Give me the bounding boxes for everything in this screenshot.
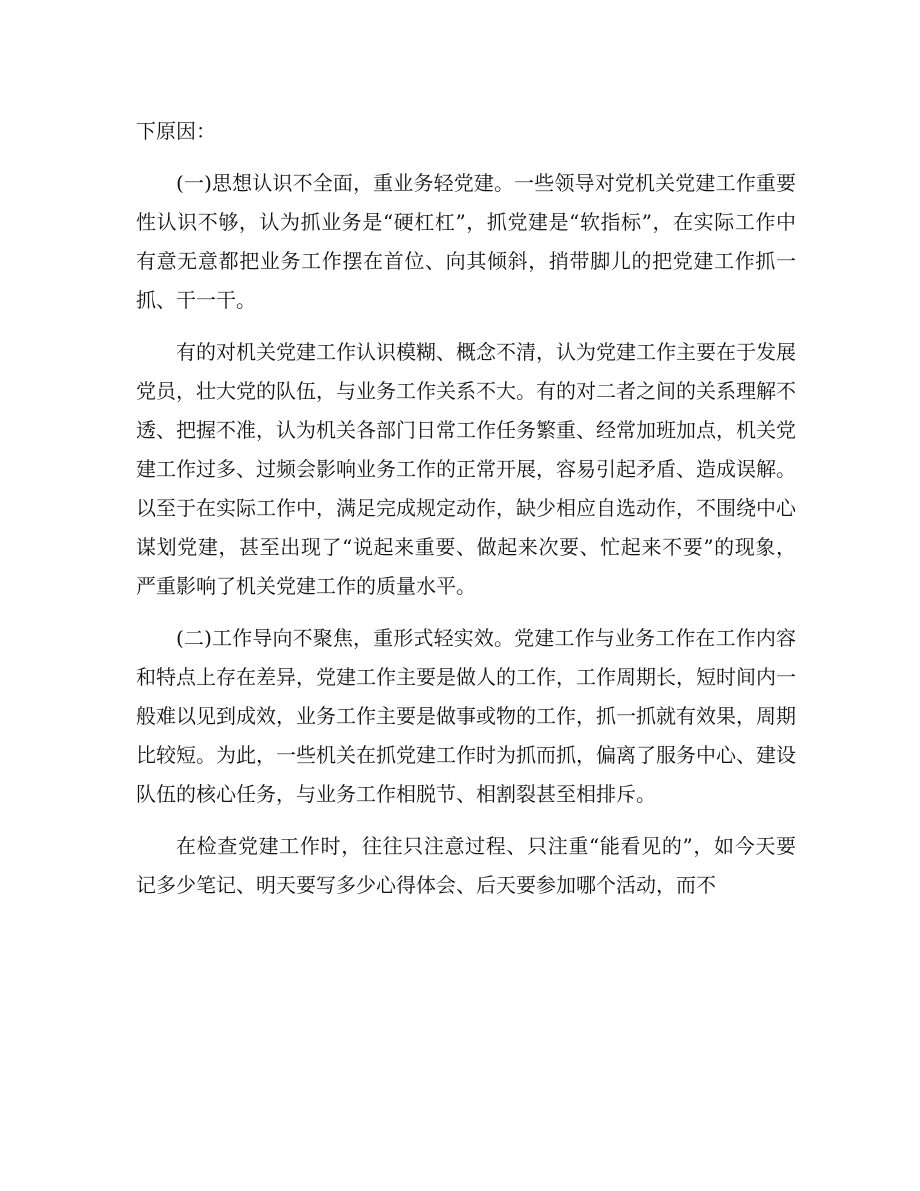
paragraph-inspection: 在检查党建工作时，往往只注意过程、只注重“能看见的”，如今天要记多少笔记、明天要写多少心得体会、后天要参加哪个活动，而不: [136, 834, 796, 897]
paragraph-cognition: 有的对机关党建工作认识模糊、概念不清，认为党建工作主要在于发展党员，壮大党的队伍，与业务工作关系不大。有的对二者之间的关系理解不透、把握不准，认为机关各部门日常工作任务繁重、经常加班加点，机关党建工作过多、过频会影响业务工作的正常开展，容易引起矛盾、造成误解。以至于在实际工作中，满足完成规定动作，缺少相应自选动作，不围绕中心谋划党建，甚至出现了“说起来重要、做起来次要、忙起来不要”的现象，严重影响了机关党建工作的质量水平。: [136, 340, 796, 598]
paragraph-section-one: (一)思想认识不全面，重业务轻党建。一些领导对党机关党建工作重要性认识不够，认为抓业务是“硬杠杠”，抓党建是“软指标”，在实际工作中有意无意都把业务工作摆在首位、向其倾斜，捎带脚儿的把党建工作抓一抓、干一干。: [136, 171, 796, 312]
document-body: [136, 112, 796, 905]
paragraph-continuation: 下原因：: [136, 119, 216, 143]
paragraph-section-two: (二)工作导向不聚焦，重形式轻实效。党建工作与业务工作在工作内容和特点上存在差异，党建工作主要是做人的工作，工作周期长，短时间内一般难以见到成效，业务工作主要是做事或物的工作，抓一抓就有效果，周期比较短。为此，一些机关在抓党建工作时为抓而抓，偏离了服务中心、建设队伍的核心任务，与业务工作相脱节、相割裂甚至相排斥。: [136, 626, 796, 806]
